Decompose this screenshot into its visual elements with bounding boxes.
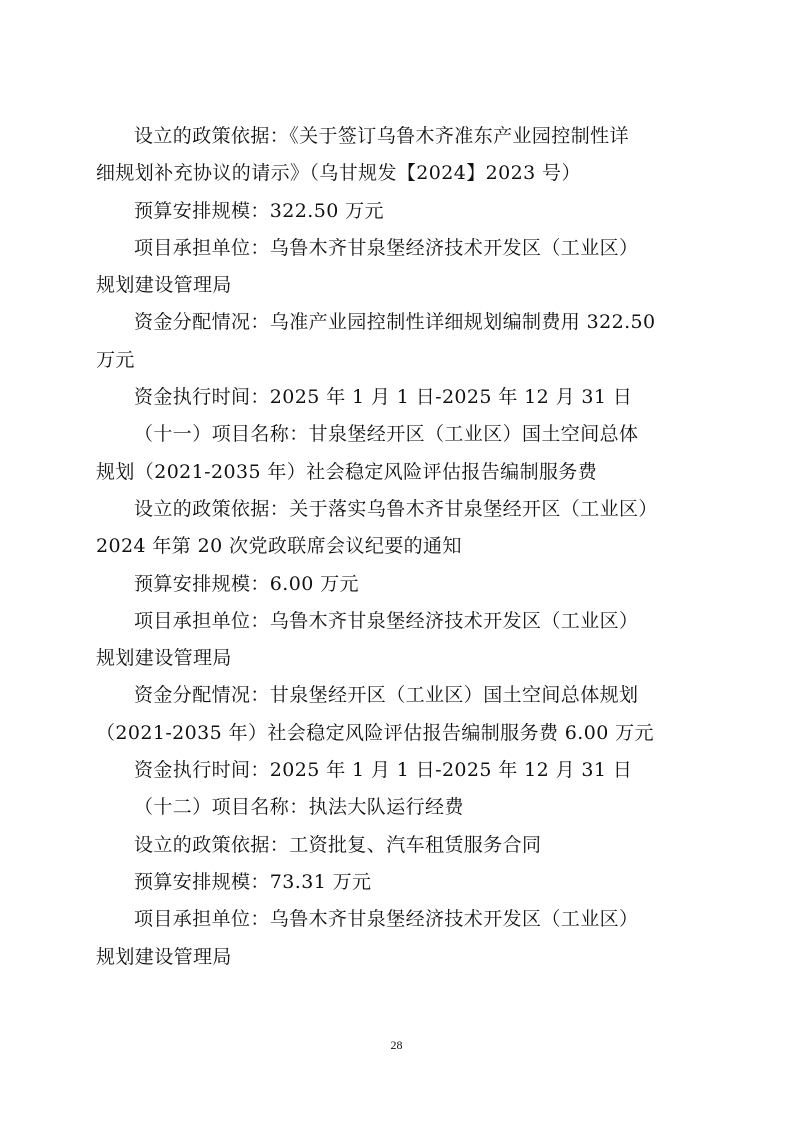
paragraph-allocation-1 <box>96 304 700 379</box>
paragraph-line: 2024 年第 20 次党政联席会议纪要的通知 <box>96 535 462 558</box>
paragraph-line: 预算安排规模：322.50 万元 <box>134 199 384 222</box>
paragraph-budget-3 <box>96 864 700 901</box>
paragraph-line: 细规划补充协议的请示》（乌甘规发【2024】2023 号） <box>96 162 581 185</box>
paragraph-line: 万元 <box>96 348 135 371</box>
page-number: 28 <box>390 1038 403 1052</box>
paragraph-unit-1 <box>96 230 700 305</box>
paragraph-allocation-2 <box>96 677 700 752</box>
paragraph-line: （十一）项目名称：甘泉堡经开区（工业区）国土空间总体 <box>134 423 639 446</box>
paragraph-line: 资金分配情况：甘泉堡经开区（工业区）国土空间总体规划 <box>134 684 639 707</box>
paragraph-line: 规划建设管理局 <box>96 945 232 968</box>
paragraph-project-12-title <box>96 789 700 826</box>
paragraph-line: （十二）项目名称：执法大队运行经费 <box>134 796 464 819</box>
paragraph-line: 设立的政策依据：工资批复、汽车租赁服务合同 <box>134 833 542 856</box>
paragraph-budget-1 <box>96 193 700 230</box>
paragraph-project-11-title <box>96 416 700 491</box>
paragraph-line: （2021-2035 年）社会稳定风险评估报告编制服务费 6.00 万元 <box>96 721 654 744</box>
paragraph-policy-basis-1 <box>96 118 700 193</box>
paragraph-line: 项目承担单位：乌鲁木齐甘泉堡经济技术开发区（工业区） <box>134 609 639 632</box>
paragraph-line: 预算安排规模：73.31 万元 <box>134 870 372 893</box>
paragraph-line: 项目承担单位：乌鲁木齐甘泉堡经济技术开发区（工业区） <box>134 236 639 259</box>
paragraph-line: 预算安排规模：6.00 万元 <box>134 572 359 595</box>
paragraph-unit-3 <box>96 901 700 976</box>
document-body <box>96 118 700 976</box>
paragraph-line: 规划建设管理局 <box>96 274 232 297</box>
paragraph-policy-basis-2 <box>96 491 700 566</box>
paragraph-line: 设立的政策依据：关于落实乌鲁木齐甘泉堡经开区（工业区） <box>134 497 658 520</box>
paragraph-line: 规划（2021-2035 年）社会稳定风险评估报告编制服务费 <box>96 460 598 483</box>
paragraph-line: 资金分配情况：乌准产业园控制性详细规划编制费用 322.50 <box>134 311 656 334</box>
paragraph-line: 项目承担单位：乌鲁木齐甘泉堡经济技术开发区（工业区） <box>134 908 639 931</box>
paragraph-line: 设立的政策依据：《关于签订乌鲁木齐准东产业园控制性详 <box>134 125 629 147</box>
paragraph-policy-basis-3 <box>96 827 700 864</box>
paragraph-line: 资金执行时间：2025 年 1 月 1 日-2025 年 12 月 31 日 <box>134 386 633 409</box>
paragraph-unit-2 <box>96 603 700 678</box>
paragraph-execution-1 <box>96 379 700 416</box>
paragraph-execution-2 <box>96 752 700 789</box>
paragraph-budget-2 <box>96 566 700 603</box>
paragraph-line: 资金执行时间：2025 年 1 月 1 日-2025 年 12 月 31 日 <box>134 759 633 782</box>
paragraph-line: 规划建设管理局 <box>96 647 232 670</box>
